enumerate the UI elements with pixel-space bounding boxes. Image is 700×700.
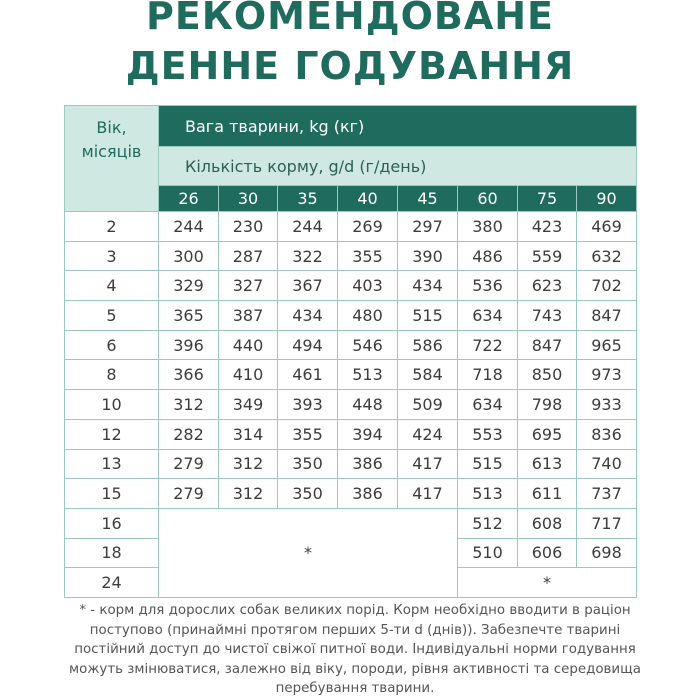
value-cell: 608: [518, 508, 577, 538]
value-cell: 480: [338, 301, 398, 331]
value-cell: 512: [458, 508, 518, 538]
table-row: [65, 390, 637, 420]
table-row: [65, 271, 637, 301]
value-cell: 510: [458, 538, 518, 568]
value-cell: 698: [577, 538, 637, 568]
weight-col-90: 90: [577, 186, 637, 212]
age-cell: 8: [65, 360, 159, 390]
value-cell: 513: [458, 479, 518, 509]
value-cell: 536: [458, 271, 518, 301]
value-cell: 403: [338, 271, 398, 301]
age-cell: 10: [65, 390, 159, 420]
value-cell: 396: [159, 330, 219, 360]
table-row: [65, 360, 637, 390]
value-cell: 743: [518, 301, 577, 331]
value-cell: 365: [159, 301, 219, 331]
value-cell: 513: [338, 360, 398, 390]
table-row: [65, 449, 637, 479]
value-cell: 410: [219, 360, 278, 390]
value-cell: 366: [159, 360, 219, 390]
value-cell: 634: [458, 390, 518, 420]
weight-header: Вага тварини, kg (кг): [159, 106, 637, 147]
value-cell: 695: [518, 419, 577, 449]
value-cell: 434: [398, 271, 458, 301]
age-cell: 2: [65, 212, 159, 242]
value-cell: 434: [278, 301, 338, 331]
value-cell: 632: [577, 241, 637, 271]
table-row: [65, 212, 637, 242]
value-cell: 329: [159, 271, 219, 301]
feeding-table: [64, 105, 637, 598]
value-cell: 722: [458, 330, 518, 360]
weight-col-35: 35: [278, 186, 338, 212]
value-cell: 584: [398, 360, 458, 390]
value-cell: 367: [278, 271, 338, 301]
age-cell: 6: [65, 330, 159, 360]
age-cell: 13: [65, 449, 159, 479]
age-header-line-1: Вік,: [96, 118, 127, 137]
amount-header: Кількість корму, g/d (г/день): [159, 147, 637, 186]
age-cell: 16: [65, 508, 159, 538]
value-cell: 244: [278, 212, 338, 242]
value-cell: 553: [458, 419, 518, 449]
table-row: [65, 241, 637, 271]
value-cell: 717: [577, 508, 637, 538]
age-cell: 5: [65, 301, 159, 331]
weight-col-26: 26: [159, 186, 219, 212]
age-cell: 12: [65, 419, 159, 449]
value-cell: 486: [458, 241, 518, 271]
value-cell: 424: [398, 419, 458, 449]
table-row: [65, 330, 637, 360]
value-cell: 314: [219, 419, 278, 449]
value-cell: 386: [338, 449, 398, 479]
value-cell: 244: [159, 212, 219, 242]
value-cell: 933: [577, 390, 637, 420]
value-cell: 702: [577, 271, 637, 301]
footnote: * - корм для дорослих собак великих порід. Корм необхідно вводити в раціон поступово (принаймні протягом перших 5-ти d (днів)). Забезпечте тварині постійний доступ до чистої свіжої питної води. Індивідуальні норми годування можуть змінюватися, залежно від віку, породи, рівня активності та середовища перебування тварини.: [69, 603, 641, 697]
value-cell: 623: [518, 271, 577, 301]
value-cell: 312: [219, 479, 278, 509]
value-cell: 850: [518, 360, 577, 390]
value-cell: 350: [278, 449, 338, 479]
value-cell: 380: [458, 212, 518, 242]
value-cell: 836: [577, 419, 637, 449]
value-cell: 448: [338, 390, 398, 420]
title-line-2: ДЕННЕ ГОДУВАННЯ: [125, 44, 575, 88]
age-column-header: [65, 106, 159, 212]
value-cell: 798: [518, 390, 577, 420]
value-cell: 586: [398, 330, 458, 360]
value-cell: 417: [398, 479, 458, 509]
weight-col-45: 45: [398, 186, 458, 212]
value-cell: 515: [458, 449, 518, 479]
value-cell: 440: [219, 330, 278, 360]
value-cell: 355: [278, 419, 338, 449]
value-cell: 322: [278, 241, 338, 271]
table-row: [65, 301, 637, 331]
value-cell: 423: [518, 212, 577, 242]
age-cell: 18: [65, 538, 159, 568]
value-cell: 469: [577, 212, 637, 242]
table-row: [65, 479, 637, 509]
weight-col-75: 75: [518, 186, 577, 212]
value-cell: 611: [518, 479, 577, 509]
age-cell: 24: [65, 568, 159, 598]
value-cell: 546: [338, 330, 398, 360]
weight-col-60: 60: [458, 186, 518, 212]
value-cell: 269: [338, 212, 398, 242]
large-breed-marker: *: [458, 568, 637, 598]
value-cell: 973: [577, 360, 637, 390]
value-cell: 509: [398, 390, 458, 420]
value-cell: 737: [577, 479, 637, 509]
value-cell: 847: [577, 301, 637, 331]
value-cell: 613: [518, 449, 577, 479]
value-cell: 740: [577, 449, 637, 479]
value-cell: 606: [518, 538, 577, 568]
weight-col-40: 40: [338, 186, 398, 212]
value-cell: 279: [159, 479, 219, 509]
value-cell: 279: [159, 449, 219, 479]
age-header-line-2: місяців: [81, 142, 142, 161]
small-breed-marker: *: [159, 508, 458, 597]
value-cell: 417: [398, 449, 458, 479]
value-cell: 515: [398, 301, 458, 331]
value-cell: 559: [518, 241, 577, 271]
value-cell: 312: [219, 449, 278, 479]
value-cell: 349: [219, 390, 278, 420]
value-cell: 494: [278, 330, 338, 360]
value-cell: 312: [159, 390, 219, 420]
value-cell: 394: [338, 419, 398, 449]
value-cell: 355: [338, 241, 398, 271]
value-cell: 287: [219, 241, 278, 271]
age-cell: 4: [65, 271, 159, 301]
value-cell: 386: [338, 479, 398, 509]
table-row: [65, 508, 637, 538]
weight-col-30: 30: [219, 186, 278, 212]
age-cell: 3: [65, 241, 159, 271]
value-cell: 461: [278, 360, 338, 390]
value-cell: 230: [219, 212, 278, 242]
value-cell: 390: [398, 241, 458, 271]
value-cell: 300: [159, 241, 219, 271]
value-cell: 350: [278, 479, 338, 509]
value-cell: 634: [458, 301, 518, 331]
table-row: [65, 419, 637, 449]
value-cell: 718: [458, 360, 518, 390]
title-line-1: РЕКОМЕНДОВАНЕ: [145, 0, 555, 38]
value-cell: 282: [159, 419, 219, 449]
value-cell: 393: [278, 390, 338, 420]
value-cell: 387: [219, 301, 278, 331]
value-cell: 327: [219, 271, 278, 301]
value-cell: 965: [577, 330, 637, 360]
value-cell: 847: [518, 330, 577, 360]
value-cell: 297: [398, 212, 458, 242]
age-cell: 15: [65, 479, 159, 509]
